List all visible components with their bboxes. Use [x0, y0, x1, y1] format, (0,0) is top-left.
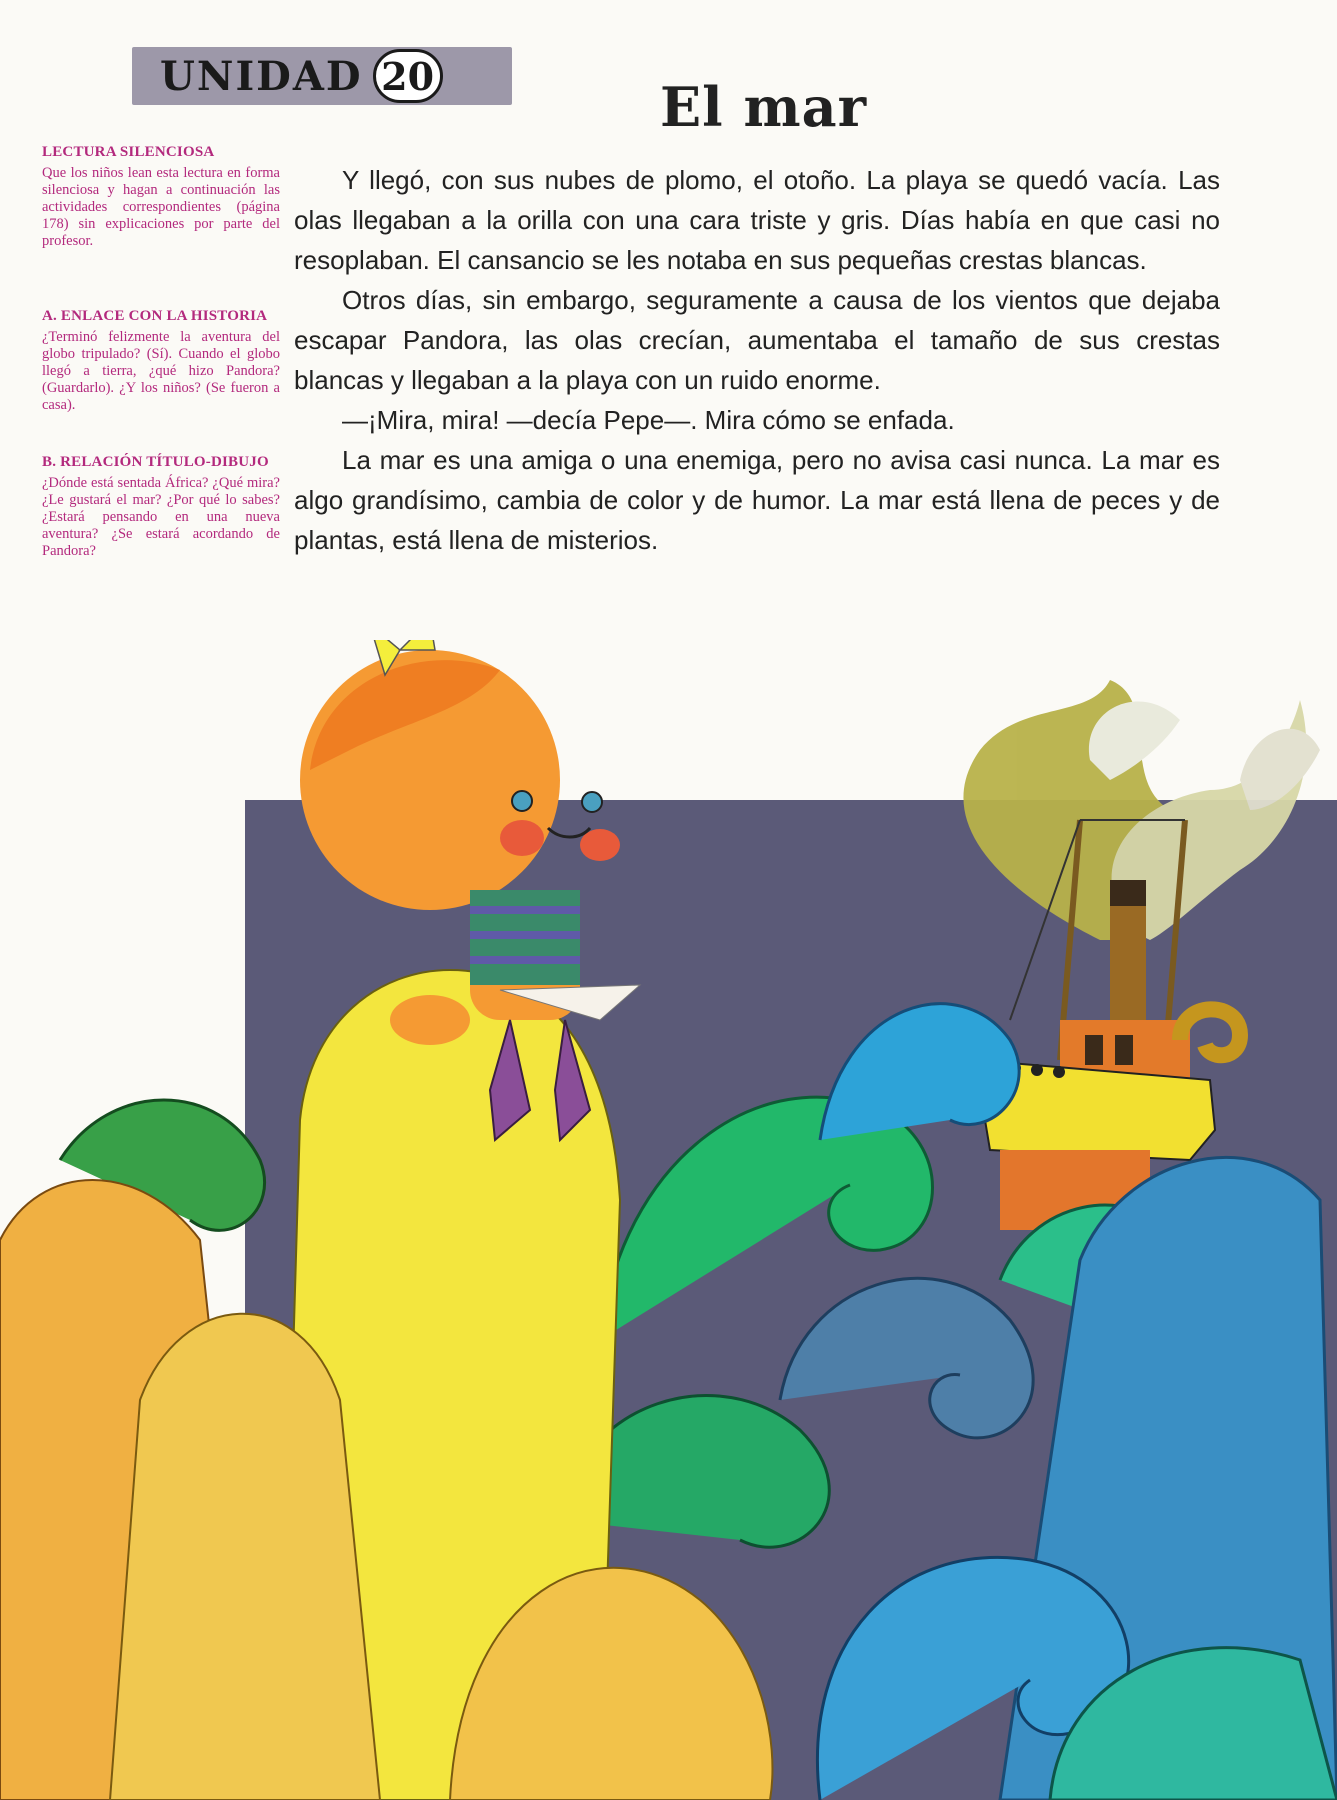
note-text: ¿Dónde está sentada África? ¿Qué mira? ¿Le gustará el mar? ¿Por qué lo sabes? ¿Estará pensando en una nueva aventura? ¿Se estará acordando de Pandora?	[42, 475, 280, 559]
note-story-link	[42, 308, 280, 414]
note-heading: A. ENLACE CON LA HISTORIA	[42, 308, 268, 324]
note-text: ¿Terminó felizmente la aventura del globo tripulado? (Sí). Cuando el globo llegó a tierra, ¿qué hizo Pandora? (Guardarlo). ¿Y los niños? (Se fueron a casa).	[42, 329, 280, 413]
note-heading: LECTURA SILENCIOSA	[42, 144, 215, 160]
paragraph: —¡Mira, mira! —decía Pepe—. Mira cómo se enfada.	[342, 405, 955, 435]
page-title: El mar	[660, 75, 868, 139]
note-silent-reading	[42, 144, 280, 250]
unit-number-badge: 20	[373, 49, 443, 103]
unit-banner	[132, 47, 512, 105]
reading-text	[294, 160, 1220, 560]
paragraph: Otros días, sin embargo, seguramente a causa de los vientos que dejaba escapar Pandora, las olas crecían, aumentaba el tamaño de sus crestas blancas y llegaban a la playa con un ruido enorme.	[294, 285, 1220, 395]
sea-illustration	[0, 640, 1337, 1800]
note-title-drawing	[42, 454, 280, 560]
paragraph: La mar es una amiga o una enemiga, pero no avisa casi nunca. La mar es algo grandísimo, cambia de color y de humor. La mar está llena de peces y de plantas, está llena de misterios.	[294, 445, 1220, 555]
paragraph: Y llegó, con sus nubes de plomo, el otoño. La playa se quedó vacía. Las olas llegaban a la orilla con una cara triste y gris. Días había en que casi no resoplaban. El cansancio se les notaba en sus pequeñas crestas blancas.	[294, 165, 1220, 275]
note-heading: B. RELACIÓN TÍTULO-DIBUJO	[42, 454, 269, 470]
teacher-notes-sidebar	[42, 144, 280, 618]
note-text: Que los niños lean esta lectura en forma silenciosa y hagan a continuación las actividades correspondientes (página 178) sin explicaciones por parte del profesor.	[42, 165, 280, 249]
unit-label: UNIDAD	[160, 52, 363, 100]
